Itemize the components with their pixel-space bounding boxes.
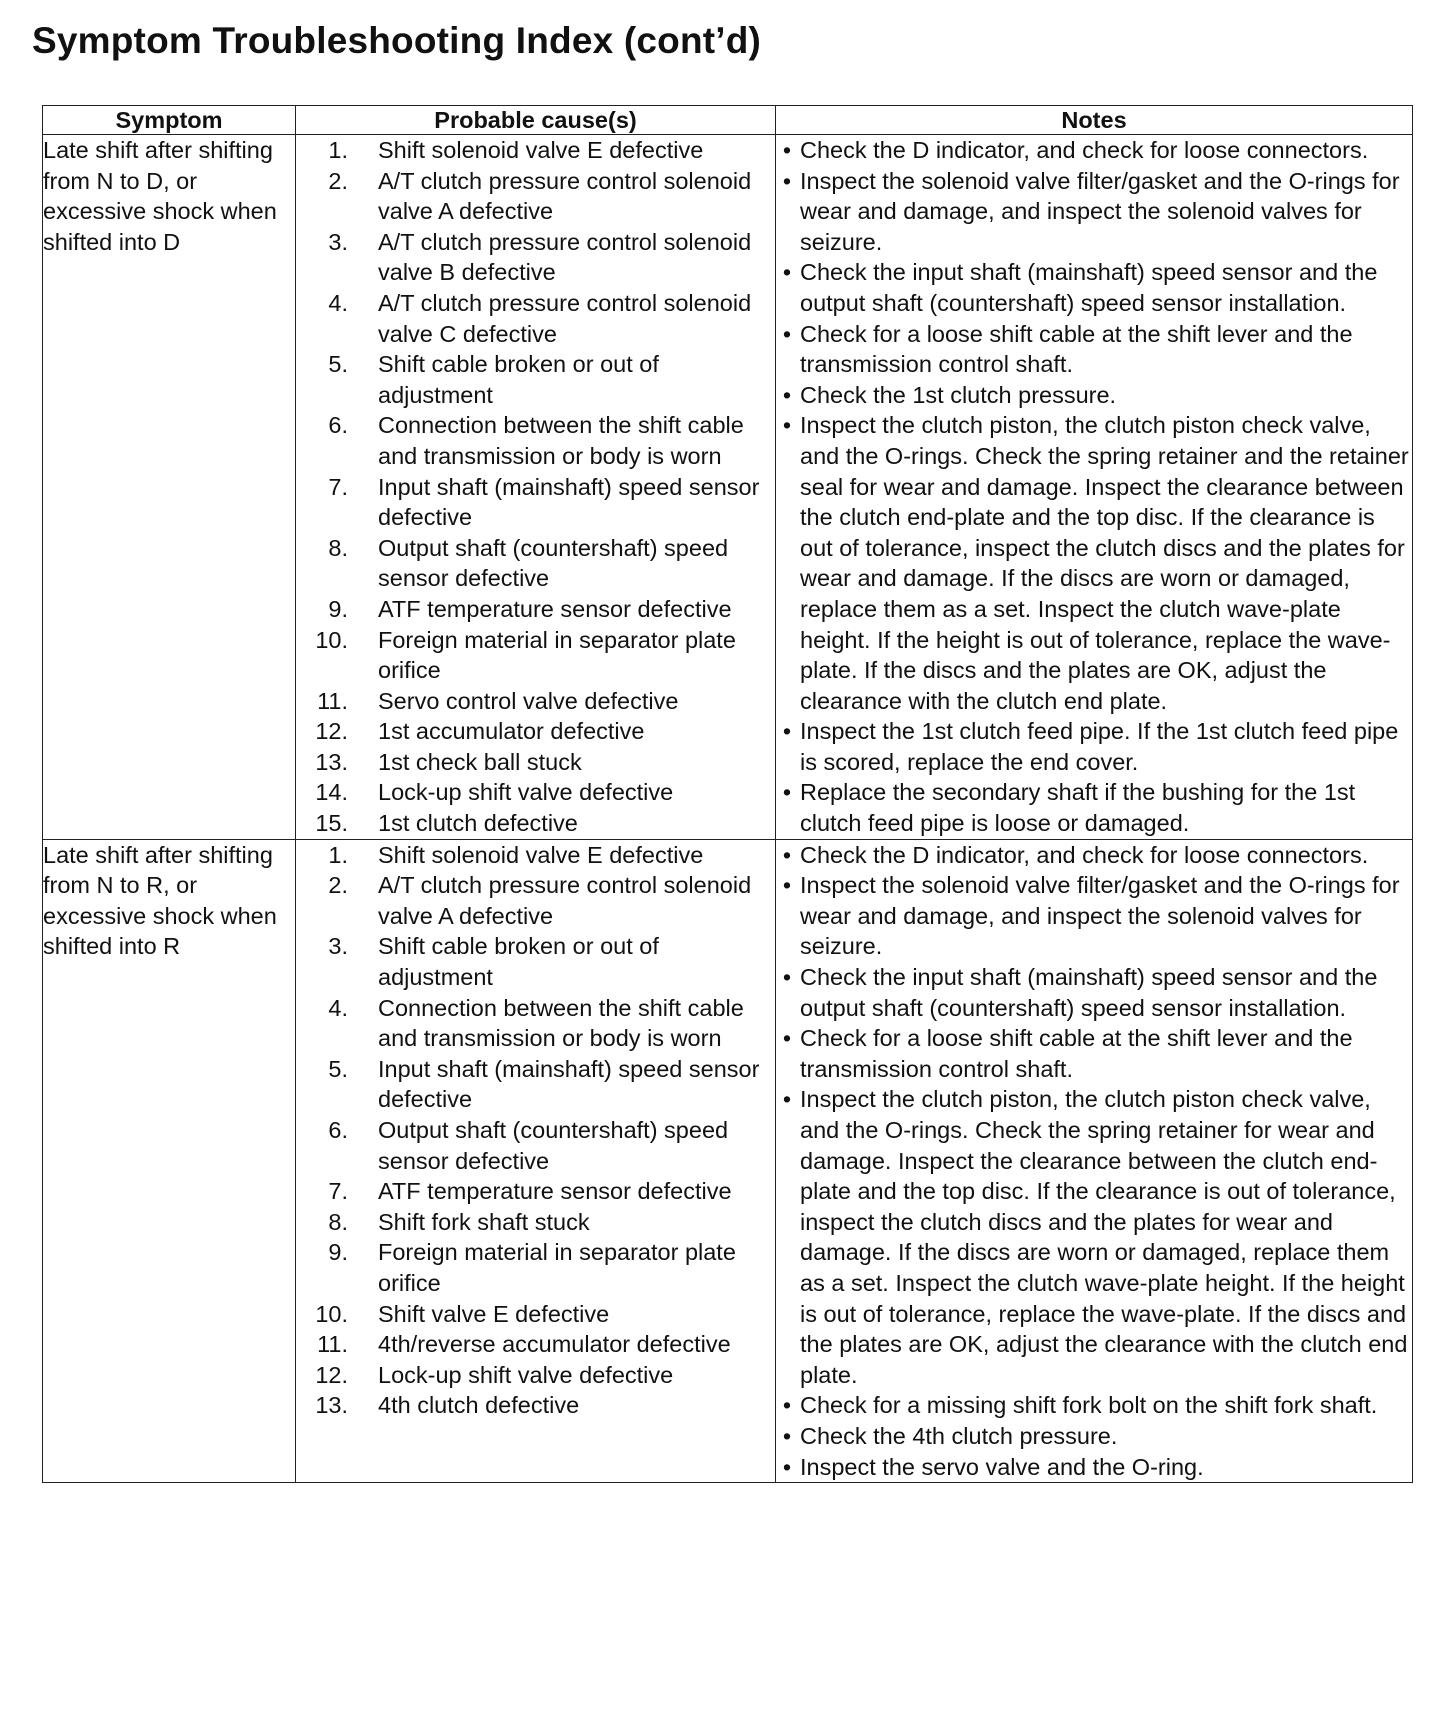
bullet-icon: • — [782, 872, 792, 899]
cause-number: 15. — [315, 810, 348, 837]
cause-number: 8. — [328, 1208, 348, 1235]
symptom-cell: Late shift after shifting from N to D, or excessive shock when shifted into D — [43, 135, 296, 840]
note-text: Inspect the clutch piston, the clutch piston check valve, and the O-rings. Check the spring retainer and the retainer seal for wear and damage. Inspect the clearance between the clutch end-plate and the top disc. If the clearance is out of tolerance, inspect the clutch discs and the plates for wear and damage. If the discs are worn or damaged, replace them as a set. Inspect the clutch wave-plate height. If the height is out of tolerance, replace the wave-plate. If the discs and the plates are OK, adjust the clearance with the clutch end plate. — [800, 412, 1409, 714]
cause-number: 4. — [328, 289, 348, 316]
bullet-icon: • — [782, 1086, 792, 1113]
bullet-icon: • — [782, 412, 792, 439]
cause-text: Input shaft (mainshaft) speed sensor defective — [378, 473, 760, 531]
cause-number: 13. — [315, 748, 348, 775]
cause-item — [296, 166, 775, 227]
cause-item — [296, 1207, 775, 1238]
note-item — [776, 777, 1412, 838]
bullet-icon: • — [782, 964, 792, 991]
probable-causes-cell — [296, 135, 776, 840]
note-text: Check the input shaft (mainshaft) speed sensor and the output shaft (countershaft) speed sensor installation. — [800, 964, 1378, 1021]
cause-item — [296, 1054, 775, 1115]
probable-causes-cell — [296, 839, 776, 1482]
cause-item — [296, 472, 775, 533]
cause-number: 8. — [328, 534, 348, 561]
cause-number: 6. — [328, 1117, 348, 1143]
causes-list — [296, 135, 775, 839]
cause-number: 3. — [328, 228, 348, 255]
table-row — [43, 839, 1413, 1482]
note-text: Replace the secondary shaft if the bushing for the 1st clutch feed pipe is loose or damaged. — [800, 779, 1356, 837]
note-text: Inspect the servo valve and the O-ring. — [800, 1453, 1204, 1480]
note-item — [776, 410, 1412, 716]
note-text: Check the D indicator, and check for loose connectors. — [800, 841, 1369, 868]
cause-number: 10. — [315, 1300, 348, 1327]
cause-number: 4. — [328, 994, 348, 1021]
note-item — [776, 1421, 1412, 1452]
cause-number: 5. — [328, 351, 348, 378]
cause-number: 2. — [328, 872, 348, 899]
cause-text: 1st clutch defective — [378, 810, 578, 837]
cause-text: Connection between the shift cable and transmission or body is worn — [378, 994, 744, 1052]
cause-text: Servo control valve defective — [378, 687, 679, 714]
cause-number: 10. — [315, 626, 348, 653]
cause-number: 2. — [328, 167, 348, 194]
cause-text: ATF temperature sensor defective — [378, 595, 732, 622]
note-text: Check the 4th clutch pressure. — [800, 1422, 1118, 1449]
cause-text: A/T clutch pressure control solenoid valve A defective — [378, 167, 752, 225]
cause-number: 1. — [328, 841, 348, 868]
cause-item — [296, 1360, 775, 1391]
bullet-icon: • — [782, 320, 792, 347]
header-probable-causes: Probable cause(s) — [296, 106, 776, 135]
bullet-icon: • — [782, 841, 792, 868]
cause-text: Connection between the shift cable and transmission or body is worn — [378, 412, 744, 469]
cause-number: 3. — [328, 933, 348, 960]
notes-list — [776, 135, 1412, 839]
note-text: Inspect the 1st clutch feed pipe. If the 1st clutch feed pipe is scored, replace the end cover. — [800, 718, 1399, 775]
cause-number: 12. — [315, 1361, 348, 1388]
bullet-icon: • — [782, 1392, 792, 1419]
cause-number: 6. — [328, 412, 348, 439]
cause-number: 14. — [315, 779, 348, 806]
cause-number: 13. — [315, 1392, 348, 1419]
cause-number: 11. — [317, 1331, 348, 1358]
cause-item — [296, 840, 775, 871]
note-item — [776, 380, 1412, 411]
cause-item — [296, 747, 775, 778]
cause-text: Input shaft (mainshaft) speed sensor defective — [378, 1055, 760, 1113]
cause-item — [296, 410, 775, 471]
cause-number: 7. — [328, 1178, 348, 1205]
causes-list — [296, 840, 775, 1421]
notes-cell — [776, 135, 1413, 840]
cause-text: Foreign material in separator plate orifice — [378, 1239, 736, 1296]
cause-item — [296, 808, 775, 839]
cause-item — [296, 1237, 775, 1298]
bullet-icon: • — [782, 259, 792, 286]
bullet-icon: • — [782, 137, 792, 163]
cause-item — [296, 931, 775, 992]
cause-number: 9. — [328, 595, 348, 622]
header-row — [43, 106, 1413, 135]
note-text: Inspect the clutch piston, the clutch piston check valve, and the O-rings. Check the spring retainer for wear and damage. Inspect the clearance between the clutch end-plate and the top disc. If the clearance is out of tolerance, inspect the clutch discs and the plates for wear and damage. If the discs are worn or damaged, replace them as a set. Inspect the clutch wave-plate height. If the height is out of tolerance, replace the wave-plate. If the discs and the plates are OK, adjust the clearance with the clutch end plate. — [800, 1086, 1408, 1388]
bullet-icon: • — [782, 1025, 792, 1052]
cause-item — [296, 533, 775, 594]
cause-item — [296, 288, 775, 349]
cause-item — [296, 1299, 775, 1330]
note-text: Check for a missing shift fork bolt on the shift fork shaft. — [800, 1392, 1378, 1419]
note-item — [776, 1390, 1412, 1421]
cause-item — [296, 1115, 775, 1176]
cause-number: 9. — [328, 1239, 348, 1266]
page-title: Symptom Troubleshooting Index (cont’d) — [32, 20, 762, 61]
cause-item — [296, 625, 775, 686]
note-item — [776, 962, 1412, 1023]
table-row — [43, 135, 1413, 840]
cause-text: A/T clutch pressure control solenoid valve C defective — [378, 289, 752, 347]
notes-cell — [776, 839, 1413, 1482]
cause-text: 4th/reverse accumulator defective — [378, 1331, 731, 1358]
note-item — [776, 716, 1412, 777]
bullet-icon: • — [782, 1422, 792, 1449]
cause-item — [296, 777, 775, 808]
cause-text: Shift solenoid valve E defective — [378, 841, 704, 868]
header-symptom: Symptom — [43, 106, 296, 135]
cause-text: Shift fork shaft stuck — [378, 1208, 590, 1235]
cause-text: 4th clutch defective — [378, 1392, 580, 1419]
notes-list — [776, 840, 1412, 1482]
cause-number: 7. — [328, 473, 348, 500]
cause-text: A/T clutch pressure control solenoid valve A defective — [378, 872, 752, 929]
note-item — [776, 1084, 1412, 1390]
cause-number: 1. — [328, 137, 348, 163]
cause-text: ATF temperature sensor defective — [378, 1178, 732, 1205]
note-item — [776, 870, 1412, 962]
note-item — [776, 1023, 1412, 1084]
cause-text: Output shaft (countershaft) speed sensor defective — [378, 534, 729, 592]
symptom-cell: Late shift after shifting from N to R, or excessive shock when shifted into R — [43, 839, 296, 1482]
cause-text: Shift cable broken or out of adjustment — [378, 933, 659, 991]
cause-number: 12. — [315, 718, 348, 745]
note-text: Check for a loose shift cable at the shift lever and the transmission control shaft. — [800, 1025, 1353, 1082]
note-text: Check the 1st clutch pressure. — [800, 381, 1117, 408]
note-item — [776, 166, 1412, 258]
note-item — [776, 257, 1412, 318]
cause-text: Lock-up shift valve defective — [378, 1361, 674, 1388]
cause-item — [296, 1390, 775, 1421]
cause-item — [296, 594, 775, 625]
cause-text: Lock-up shift valve defective — [378, 779, 674, 806]
bullet-icon: • — [782, 381, 792, 408]
cause-item — [296, 349, 775, 410]
bullet-icon: • — [782, 779, 792, 806]
cause-item — [296, 135, 775, 166]
cause-item — [296, 716, 775, 747]
cause-text: Shift valve E defective — [378, 1300, 610, 1327]
header-notes: Notes — [776, 106, 1413, 135]
cause-text: 1st check ball stuck — [378, 748, 582, 775]
cause-text: Shift solenoid valve E defective — [378, 137, 704, 163]
cause-item — [296, 1329, 775, 1360]
note-item — [776, 1452, 1412, 1483]
cause-item — [296, 870, 775, 931]
table-body — [43, 135, 1413, 1483]
cause-text: 1st accumulator defective — [378, 718, 645, 745]
cause-text: Foreign material in separator plate orifice — [378, 626, 736, 684]
note-item — [776, 135, 1412, 166]
note-text: Check the D indicator, and check for loose connectors. — [800, 137, 1369, 163]
cause-number: 5. — [328, 1055, 348, 1082]
cause-item — [296, 686, 775, 717]
troubleshooting-table — [42, 105, 1413, 1483]
cause-item — [296, 993, 775, 1054]
note-item — [776, 319, 1412, 380]
cause-text: Output shaft (countershaft) speed sensor defective — [378, 1117, 729, 1174]
note-text: Inspect the solenoid valve filter/gasket and the O-rings for wear and damage, and inspect the solenoid valves for seizure. — [800, 872, 1400, 960]
cause-text: A/T clutch pressure control solenoid valve B defective — [378, 228, 752, 286]
cause-number: 11. — [317, 687, 348, 714]
note-item — [776, 840, 1412, 871]
cause-item — [296, 1176, 775, 1207]
bullet-icon: • — [782, 1453, 792, 1480]
bullet-icon: • — [782, 718, 792, 745]
note-text: Check the input shaft (mainshaft) speed sensor and the output shaft (countershaft) speed sensor installation. — [800, 259, 1378, 316]
note-text: Inspect the solenoid valve filter/gasket and the O-rings for wear and damage, and inspect the solenoid valves for seizure. — [800, 167, 1400, 255]
cause-text: Shift cable broken or out of adjustment — [378, 351, 659, 408]
cause-item — [296, 227, 775, 288]
note-text: Check for a loose shift cable at the shift lever and the transmission control shaft. — [800, 320, 1353, 378]
bullet-icon: • — [782, 167, 792, 194]
